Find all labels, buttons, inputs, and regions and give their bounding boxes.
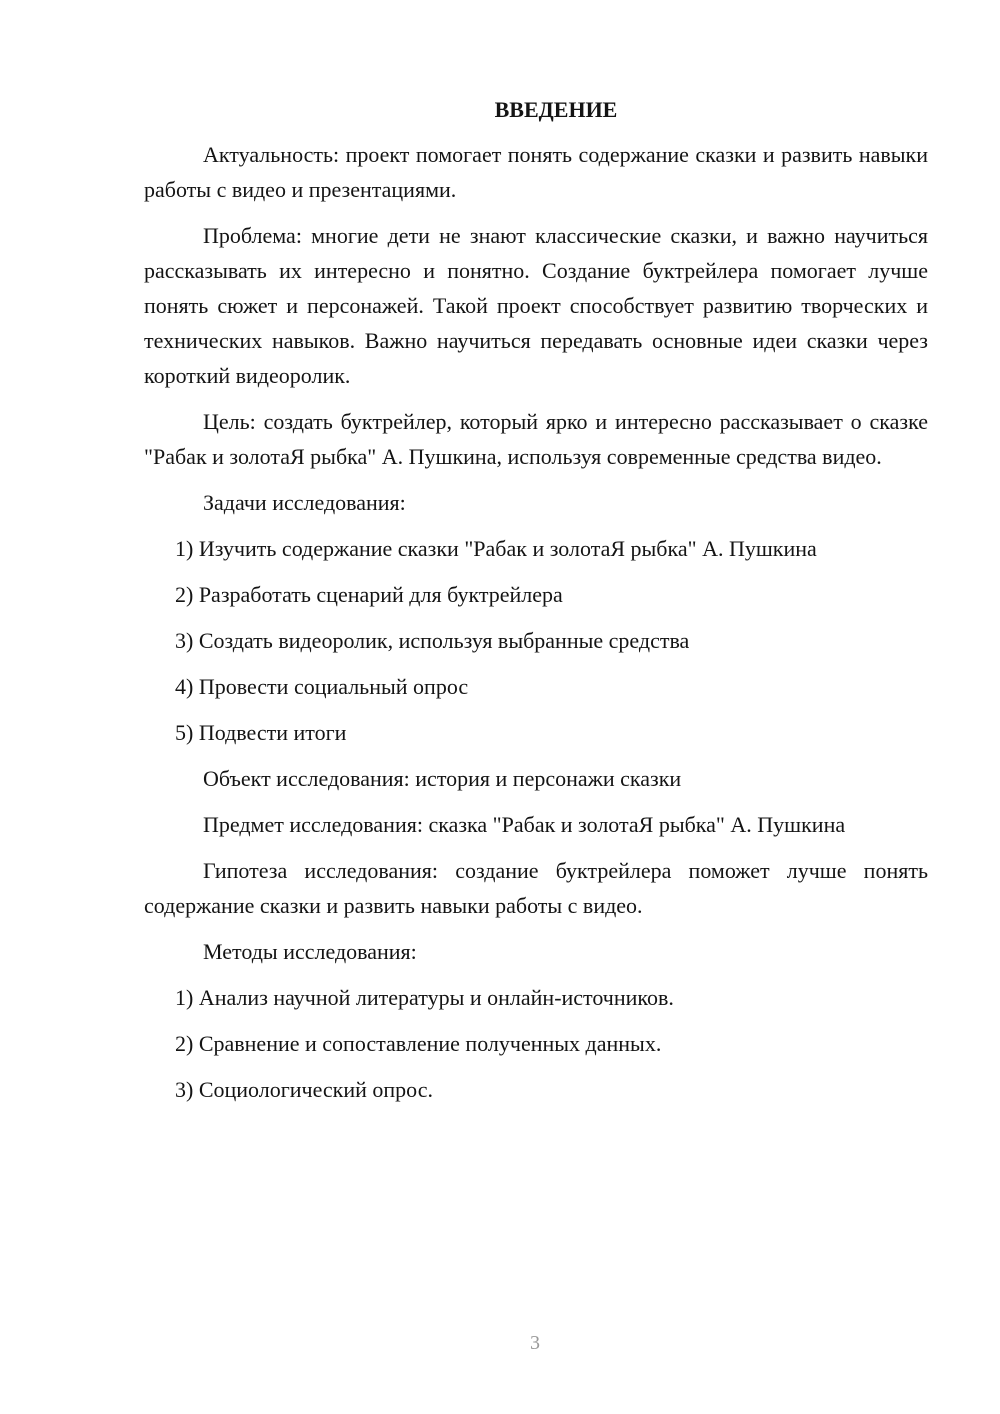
task-item: 5) Подвести итоги (175, 720, 347, 745)
tasks-list (144, 531, 928, 750)
task-item: 1) Изучить содержание сказки "Рабак и золотаЯ рыбка" А. Пушкина (175, 536, 817, 561)
page-content (144, 95, 928, 1118)
goal-paragraph: Цель: создать буктрейлер, который ярко и интересно рассказывает о сказке "Рабак и золотаЯ рыбка" А. Пушкина, используя современные средства видео. (144, 409, 928, 469)
task-item: 2) Разработать сценарий для буктрейлера (175, 582, 563, 607)
task-item: 4) Провести социальный опрос (175, 674, 469, 699)
hypothesis-paragraph: Гипотеза исследования: создание буктрейлера поможет лучше понять содержание сказки и развить навыки работы с видео. (144, 858, 928, 918)
methods-list (144, 980, 928, 1107)
method-item: 2) Сравнение и сопоставление полученных данных. (175, 1031, 662, 1056)
relevance-paragraph: Актуальность: проект помогает понять содержание сказки и развить навыки работы с видео и презентациями. (144, 142, 928, 202)
method-item: 1) Анализ научной литературы и онлайн-источников. (175, 985, 674, 1010)
problem-paragraph: Проблема: многие дети не знают классические сказки, и важно научиться рассказывать их интересно и понятно. Создание буктрейлера помогает лучше понять сюжет и персонажей. Такой проект способствует развитию творческих и технических навыков. Важно научиться передавать основные идеи сказки через короткий видеоролик. (144, 223, 928, 388)
tasks-title: Задачи исследования: (203, 490, 406, 515)
page-number: 3 (530, 1332, 540, 1354)
subject-paragraph: Предмет исследования: сказка "Рабак и золотаЯ рыбка" А. Пушкина (203, 812, 846, 837)
method-item: 3) Социологический опрос. (175, 1077, 433, 1102)
methods-title: Методы исследования: (203, 939, 417, 964)
task-item: 3) Создать видеоролик, используя выбранные средства (175, 628, 690, 653)
object-paragraph: Объект исследования: история и персонажи сказки (203, 766, 682, 791)
section-heading: ВВЕДЕНИЕ (494, 97, 618, 122)
